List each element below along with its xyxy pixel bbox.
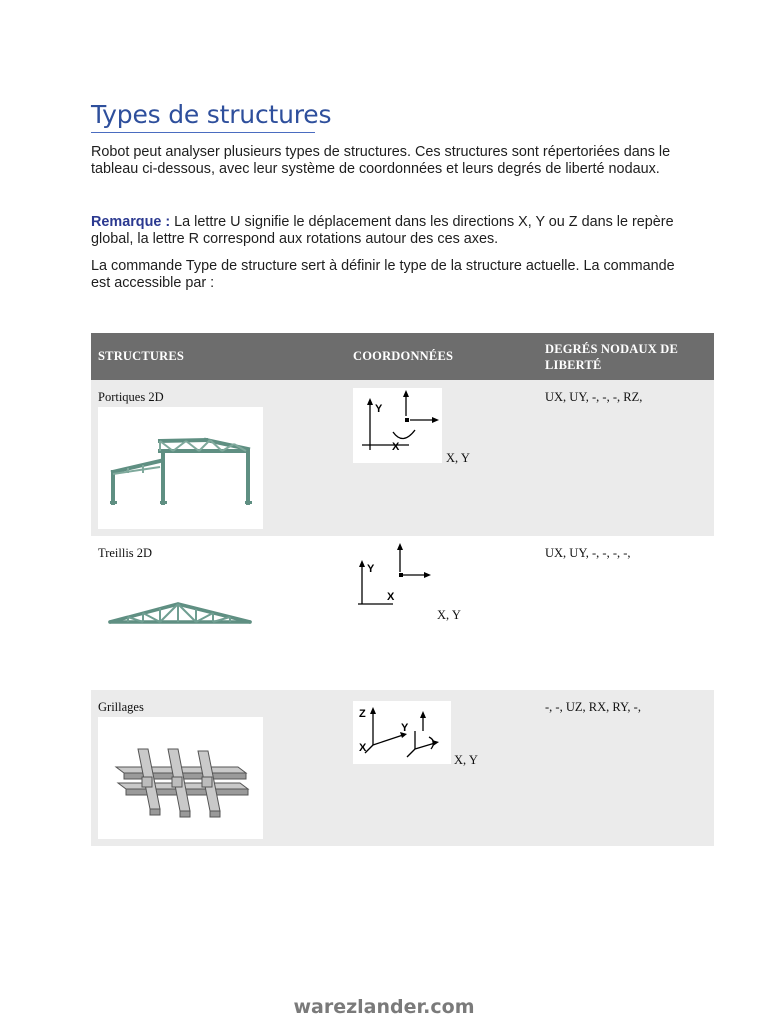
page-title: Types de structures [91,100,332,129]
watermark: warezlander.com [293,996,475,1018]
command-paragraph: La commande Type de structure sert à définir le type de la structure actuelle. La commande est accessible par : [91,258,675,291]
structure-types-table [91,333,714,846]
structure-name: Grillages [98,700,144,714]
dof-value: UX, UY, -, -, -, -, [545,546,631,560]
coordinate-system: X, Y [437,608,461,622]
intro-paragraph: Robot peut analyser plusieurs types de structures. Ces structures sont répertoriées dans le tableau ci-dessous, avec leur système de coordonnées et leurs degrés de liberté nodaux. [91,144,671,177]
remark-text: La lettre U signifie le déplacement dans les directions X, Y ou Z dans le repère global, la lettre R correspond aux rotations autour des ces axes. [91,214,674,247]
grillage-illustration [98,717,263,839]
axis-letter-x: X [359,742,367,754]
structure-name: Portiques 2D [98,390,164,404]
axis-letter-x: X [392,441,400,453]
coordinate-system: X, Y [446,451,470,465]
remark-paragraph [91,214,691,248]
axis-letter-z: Z [359,708,366,720]
remark-label: Remarque : [91,214,171,230]
table-row [91,536,714,690]
axes-xy-icon [353,542,433,610]
frame-2d-illustration [98,407,263,529]
title-underline [91,132,315,133]
table-row [91,380,714,536]
axis-letter-x: X [387,591,395,603]
header-dof: DEGRÉS NODAUX DE LIBERTÉ [545,342,679,372]
table-header [91,333,714,380]
header-coordinates: COORDONNÉES [353,349,454,363]
dof-value: UX, UY, -, -, -, RZ, [545,390,643,404]
axis-letter-y: Y [367,563,375,575]
axis-letter-y: Y [375,403,383,415]
truss-2d-illustration [98,576,258,656]
table-row [91,690,714,846]
structure-name: Treillis 2D [98,546,153,560]
axes-xy-rz-icon [353,388,442,463]
axes-xyz-rxry-icon [353,701,451,764]
dof-value: -, -, UZ, RX, RY, -, [545,700,641,714]
axis-letter-y: Y [401,722,409,734]
header-structures: STRUCTURES [98,349,185,363]
coordinate-system: X, Y [454,753,478,767]
